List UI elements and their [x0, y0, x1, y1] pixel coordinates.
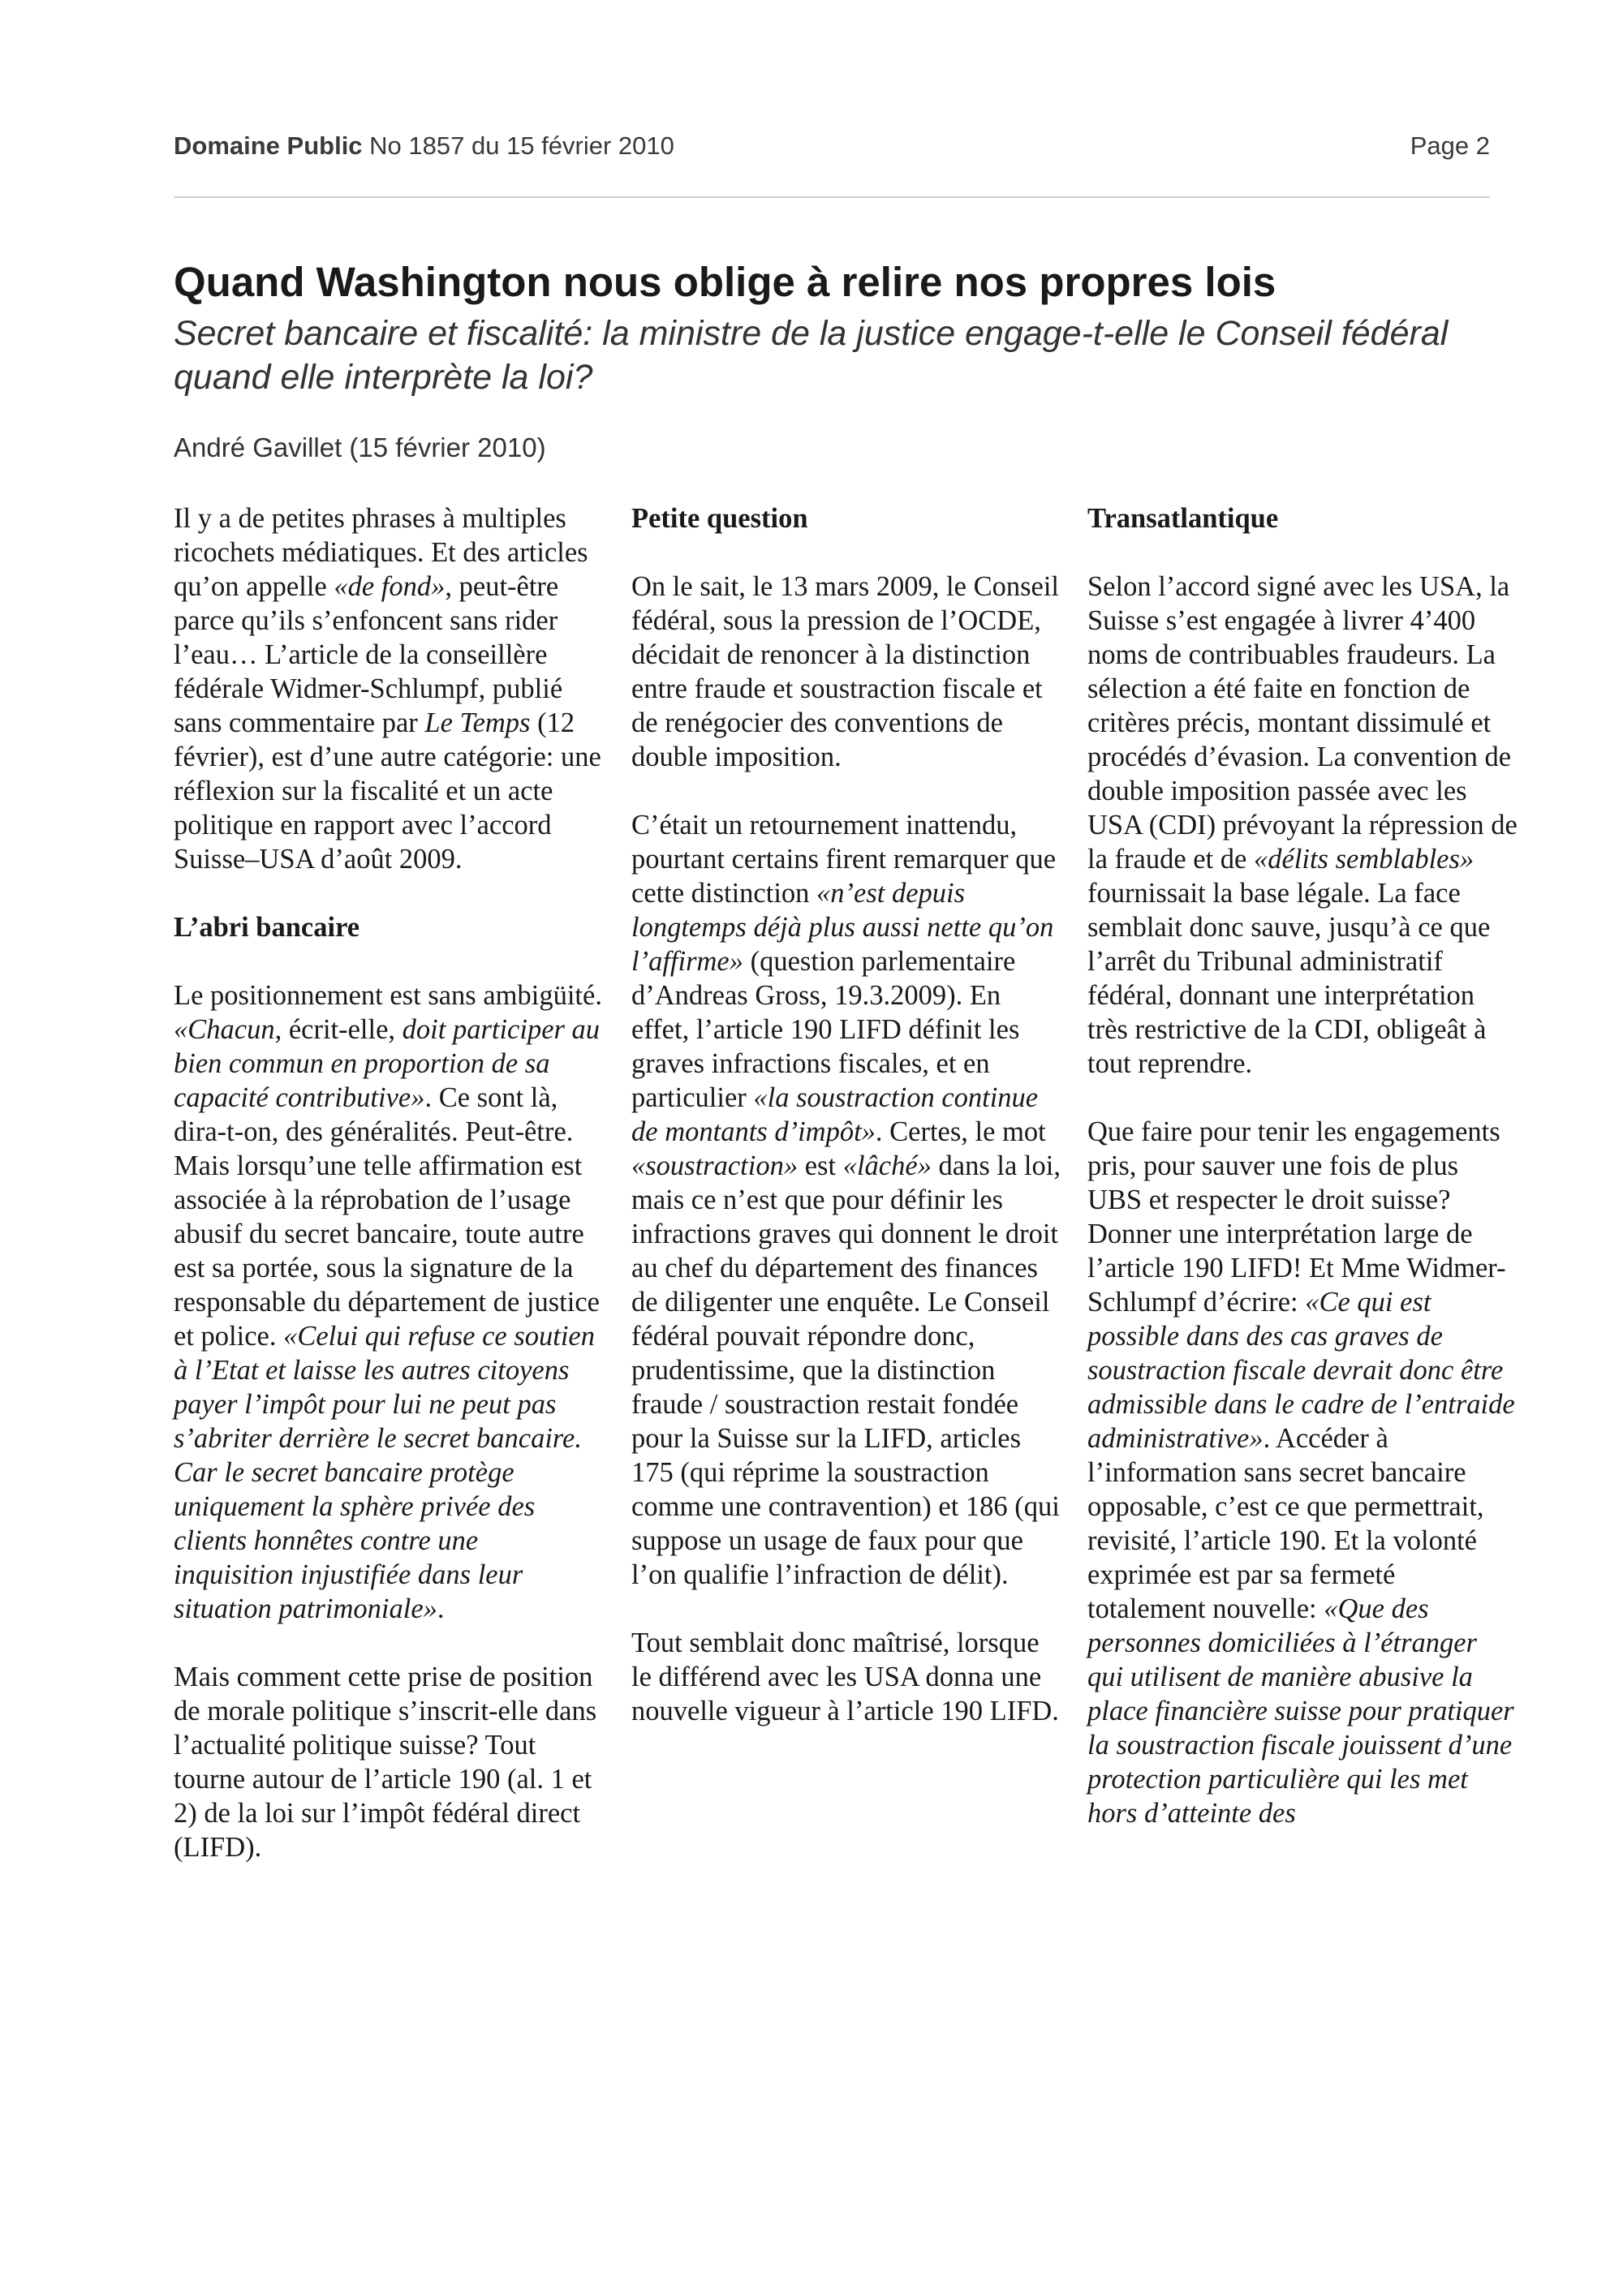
paragraph: Mais comment cette prise de position de morale politique s’inscrit-elle dans l’actualité politique suisse? Tout tourne autour de l’article 190 (al. 1 et 2) de la loi sur l’impôt fédéral direct (LIFD).	[174, 1662, 597, 1863]
text-run: C’était un retournement inattendu, pourtant certains firent remarquer que cette distinction	[631, 810, 1057, 909]
paragraph	[1087, 1115, 1518, 1830]
text-run: (question parlementaire d’Andreas Gross, 19.3.2009). En effet, l’article 190 LIFD définit les graves infractions fiscales, et en particulier	[631, 946, 1020, 1113]
paragraph	[1087, 570, 1518, 1081]
text-run: est	[798, 1150, 843, 1181]
paragraph	[174, 501, 604, 876]
quote-run: «délits semblables»	[1253, 844, 1474, 875]
text-run: . Ce sont là, dira-t-on, des généralités. Peut-être. Mais lorsqu’une telle affirmation est associée à la réprobation de l’usage abusif du secret bancaire, toute autre est sa portée, sous la signature de la responsable du département de justice et police.	[174, 1082, 600, 1352]
quote-run: «Chacun	[174, 1014, 275, 1045]
page-header	[174, 131, 1490, 161]
quote-run: «de fond»	[334, 571, 446, 602]
paragraph: Tout semblait donc maîtrisé, lorsque le différend avec les USA donna une nouvelle vigueur à l’article 190 LIFD.	[631, 1627, 1059, 1726]
quote-run: «soustraction»	[631, 1150, 799, 1181]
quote-run: «n’est depuis longtemps déjà plus aussi nette qu’on l’affirme»	[631, 878, 1054, 977]
quote-run: «Que des personnes domiciliées à l’étranger qui utilisent de manière abusive la place financière suisse pour pratiquer la soustraction fiscale jouissent d’une protection particulière qui les met hors d’atteinte des	[1087, 1593, 1514, 1829]
text-run: Le positionnement est sans ambigüité.	[174, 980, 602, 1011]
header-divider	[174, 196, 1490, 198]
text-run: . Accéder à l’information sans secret bancaire opposable, c’est ce que permettrait, revisité, l’article 190. Et la volonté exprimée est par sa fermeté totalement nouvelle:	[1087, 1423, 1484, 1624]
page-number: Page 2	[1410, 131, 1490, 160]
quote-run: «la soustraction continue de montants d’impôt»	[631, 1082, 1039, 1147]
paragraph: On le sait, le 13 mars 2009, le Conseil fédéral, sous la pression de l’OCDE, décidait de renoncer à la distinction entre fraude et soustraction fiscale et de renégocier des conventions de double imposition.	[631, 571, 1060, 772]
quote-run: «lâché»	[842, 1150, 932, 1181]
paragraph	[174, 978, 604, 1626]
text-run: (12 février), est d’une autre catégorie: une réflexion sur la fiscalité et un acte politique en rapport avec l’accord Suisse–USA d’août 2009.	[174, 707, 601, 875]
text-run: Selon l’accord signé avec les USA, la Suisse s’est engagée à livrer 4’400 noms de contribuables fraudeurs. La sélection a été faite en fonction de critères précis, montant dissimulé et procédés d’évasion. La convention de double imposition passée avec les USA (CDI) prévoyant la répression de la fraude et de	[1087, 571, 1518, 875]
text-run: dans la loi, mais ce n’est que pour définir les infractions graves qui donnent le droit au chef du département des finances de diligenter une enquête. Le Conseil fédéral pouvait répondre donc, prudentissime, que la distinction fraude / soustraction restait fondée pour la Suisse sur la LIFD, articles 175 (qui réprime la soustraction comme une contravention) et 186 (qui suppose un usage de faux pour que l’on qualifie l’infraction de délit).	[631, 1150, 1061, 1590]
text-run: Il y a de petites phrases à multiples ricochets médiatiques. Et des articles qu’on appelle	[174, 503, 588, 602]
quote-run: «Celui qui refuse ce soutien à l’Etat et laisse les autres citoyens payer l’impôt pour lui ne peut pas s’abriter derrière le secret bancaire. Car le secret bancaire protège uniquement la sphère privée des clients honnêtes contre une inquisition injustifiée dans leur situation patrimoniale»	[174, 1321, 595, 1624]
quote-run: «Ce qui est possible dans des cas graves de soustraction fiscale devrait donc être admissible dans le cadre de l’entraide administrative»	[1087, 1287, 1515, 1454]
article-subtitle: Secret bancaire et fiscalité: la ministre de la justice engage-t-elle le Conseil fédéral quand elle interprète la loi?	[174, 314, 1449, 397]
text-run: .	[437, 1593, 445, 1624]
publication-name: Domaine Public	[174, 131, 363, 160]
article-author: André Gavillet (15 février 2010)	[174, 432, 546, 462]
section-heading-transatlantique: Transatlantique	[1087, 503, 1279, 534]
newspaper-title: Le Temps	[424, 707, 531, 738]
text-run: fournissait la base légale. La face semblait donc sauve, jusqu’à ce que l’arrêt du Tribunal administratif fédéral, donnant une interprétation très restrictive de la CDI, obligeât à tout reprendre.	[1087, 878, 1491, 1079]
quote-run: doit participer au bien commun en proportion de sa capacité contributive»	[174, 1014, 601, 1113]
article-title: Quand Washington nous oblige à relire nos propres lois	[174, 259, 1276, 305]
section-heading-petite-question: Petite question	[631, 503, 808, 534]
text-run: Que faire pour tenir les engagements pris, pour sauver une fois de plus UBS et respecter le droit suisse? Donner une interprétation large de l’article 190 LIFD! Et Mme Widmer-Schlumpf d’écrire:	[1087, 1116, 1506, 1318]
text-run: , écrit-elle,	[274, 1014, 403, 1045]
text-run: . Certes, le mot	[875, 1116, 1046, 1147]
column-2	[631, 501, 1061, 1762]
issue-info: No 1857 du 15 février 2010	[369, 131, 674, 160]
paragraph	[631, 808, 1061, 1592]
column-1	[174, 501, 604, 1898]
column-3	[1087, 501, 1518, 1864]
text-run: , peut-être parce qu’ils s’enfoncent sans rider l’eau… L’article de la conseillère fédérale Widmer-Schlumpf, publié sans commentaire par	[174, 571, 563, 738]
section-heading-abri-bancaire: L’abri bancaire	[174, 912, 360, 943]
